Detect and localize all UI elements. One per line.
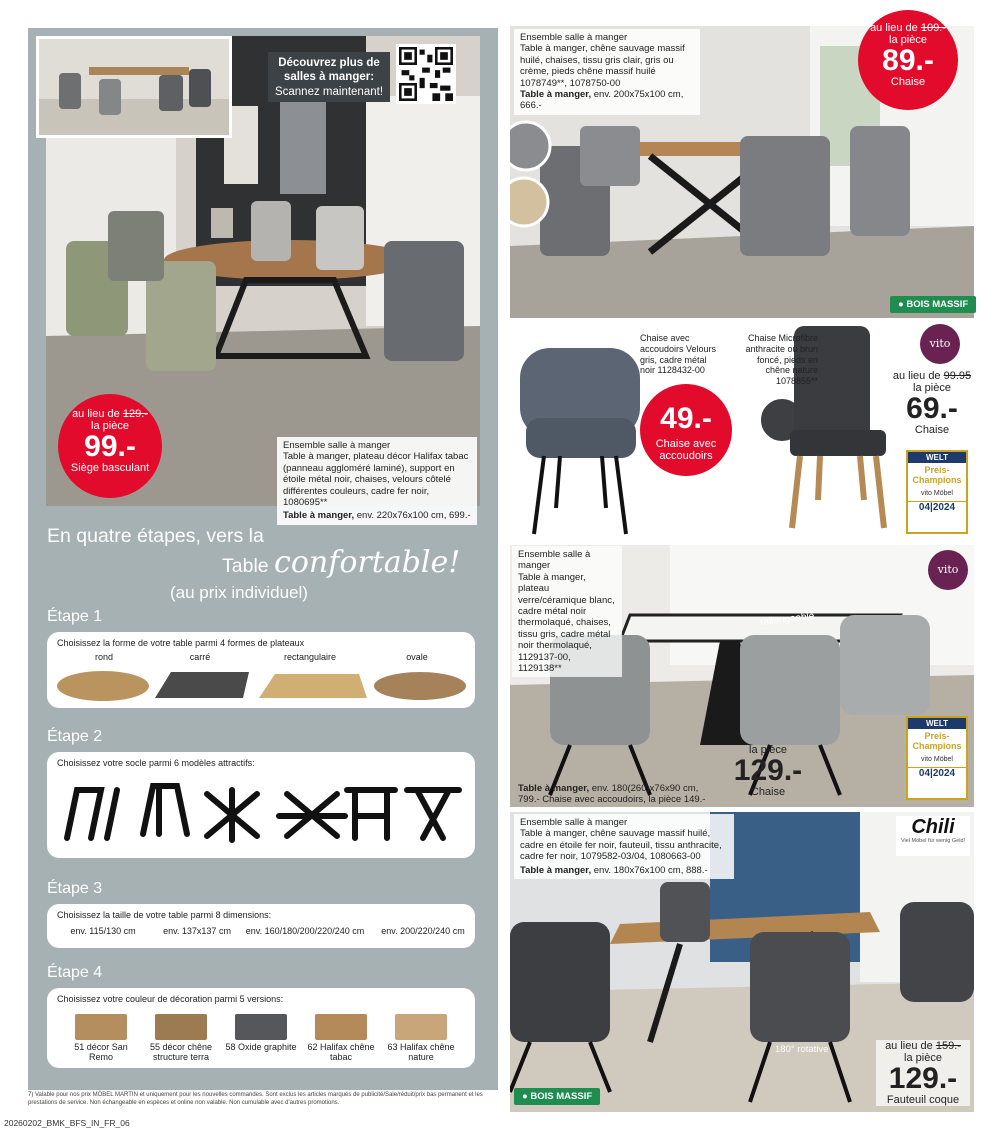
unit-label: la pièce [91,420,129,432]
offer1-caption-text: Table à manger, chêne sauvage massif huilé, chaises, tissu gris clair, gris ou crème, pieds chêne massif huilé 1078749**, 1078750-00 [520,43,685,89]
offer2-price-circle [640,384,732,476]
step2-card [47,752,475,858]
welt-date: 04|2024 [908,501,966,513]
offer4-bold: Table à manger, [518,783,590,794]
offer2-price: 49.- [660,402,712,435]
qr-promo-subtitle: Scannez maintenant! [274,85,384,98]
offer4-extension-label: rallongeable [759,610,815,629]
swatch-san-remo[interactable] [75,1014,127,1040]
offer1-was-prefix: au lieu de [870,22,918,34]
offer5-label: Fauteuil coque [886,1094,960,1106]
offer4-caption [512,546,622,677]
shape-square-label: carré [189,652,211,662]
size-option-1: env. 115/130 cm [70,926,136,936]
offer4-details [512,780,732,809]
offer1-caption [514,29,700,115]
offer5-caption [514,814,734,879]
qr-promo [268,44,462,110]
caption-bold: Table à manger, [283,510,355,522]
main-caption [277,437,477,525]
size-option-3: env. 160/180/200/220/240 cm [245,926,365,936]
price: 99.- [84,430,136,463]
offer5-price: 129.- [888,1062,958,1095]
offer3-price: 69.- [906,392,958,425]
offer4-line2: 799.- Chaise avec accoudoirs, la pièce 149.- [518,794,706,806]
shape-oval-label: ovale [406,652,428,662]
offer1-unit: la pièce [889,34,927,46]
offer3-unit: la pièce [913,382,951,394]
table-shapes-icon [47,662,475,706]
shape-round-label: rond [94,652,113,662]
thumbnail-photo [36,36,232,138]
swatch-halifax-nature[interactable] [395,1014,447,1040]
footnote: 7) Valable pour nos prix MÖBEL MARTIN et uniquement pour les nouvelles commandes. Sont exclus les articles marqués de publicité/Sale/réduit/prix bas permanent et les prestations de service. Non échangeable en espèces et online non valable. Non cumulable avec d'autres promotions. [28,1092,483,1106]
offer1-was: 109.- [920,22,946,34]
swatch-label-4: 62 Halifax chêne tabac [307,1042,375,1063]
size-option-4: env. 200/220/240 cm [381,926,465,936]
swatch-chene-terra[interactable] [155,1014,207,1040]
swatch-halifax-tabac[interactable] [315,1014,367,1040]
step4-card [47,988,475,1068]
step4-text: Choisissez votre couleur de décoration parmi 5 versions: [57,994,284,1004]
offer2-text: Chaise avec accoudoirs Velours gris, cadre métal noir 1128432-00 [640,333,717,376]
armchair-photo [510,338,650,538]
welt-badge-2 [906,716,968,800]
main-price-circle [58,394,162,498]
size-option-2: env. 137x137 cm [163,926,231,936]
offer5-caption-text: Table à manger, chêne sauvage massif huilé, cadre en étoile fer noir, fauteuil, tissu anthracite, cadre fer noir, 1079582-03/04, 1080663-00 [520,828,722,863]
step1-card [47,632,475,708]
swatch-label-5: 63 Halifax chêne nature [387,1042,455,1063]
offer1-bold: Table à manger, [520,88,592,100]
offer5-badge-text: BOIS MASSIF [530,1091,593,1102]
swatch-label-1: 51 décor San Remo [74,1042,128,1063]
offer5-bold: Table à manger, [520,864,592,876]
step2-text: Choisissez votre socle parmi 6 modèles attractifs: [57,758,255,768]
caption-title: Ensemble salle à manger [283,440,391,451]
qr-promo-title: Découvrez plus de salles à manger: [278,57,380,84]
welt-sub: vito Möbel [921,489,953,497]
offer5-was: 159.- [935,1040,961,1052]
offer3-price-block [890,370,974,436]
step2-title: Étape 2 [47,728,103,745]
offer2-label: Chaise avec accoudoirs [655,438,717,462]
offer4-price: 129.- [733,754,803,787]
offer5-caption-title: Ensemble salle à manger [520,817,628,828]
offer4-caption-title: Ensemble salle à manger [518,549,591,572]
vito-logo: vito [920,324,960,364]
step3-card [47,904,475,948]
welt-title: Preis-Champions [912,465,962,485]
offer3-was-prefix: au lieu de [892,370,941,382]
heading-line2 [222,544,462,582]
chili-logo [896,816,970,856]
offer1-badge-text: BOIS MASSIF [906,299,969,310]
offer5-bois-massif-badge [514,1088,600,1105]
heading-script: confortable! [274,545,461,580]
offer3-text: Chaise Microfibre anthracite ou brun foncé, pieds en chêne nature 1078855** [745,333,818,387]
offer1-bois-massif-badge [890,296,976,313]
qr-promo-text [268,52,390,102]
welt-title-2: Preis-Champions [912,731,962,751]
chili-brand: Chili [911,816,955,838]
welt-badge-1 [906,450,968,534]
swatch-label-3: 58 Oxide graphite [225,1042,297,1052]
offer4-label: Chaise [750,786,786,798]
leaf-icon: ● [898,299,907,310]
was-prefix: au lieu de [72,408,120,420]
step1-text: Choisissez la forme de votre table parmi 4 formes de plateaux [57,638,305,648]
step4-title: Étape 4 [47,964,103,981]
offer5-was-prefix: au lieu de [885,1040,933,1052]
welt-brand-2: WELT [908,718,966,729]
offer1-caption-title: Ensemble salle à manger [520,32,628,43]
offer5-price-block [876,1040,970,1106]
heading-table: Table [222,555,269,577]
shape-rect-label: rectangulaire [283,652,337,662]
step3-text: Choisissez la taille de votre table parmi 8 dimensions: [57,910,272,920]
offer1-rest: env. 200x75x100 cm, 666.- [520,88,684,112]
caption-text: Table à manger, plateau décor Halifax tabac (panneau aggloméré laminé), support en étoile métal noir, chaises, velours côtelé différentes couleurs, cadre fer noir, 1080695** [283,451,469,508]
heading-line1: En quatre étapes, vers la [47,525,264,547]
welt-sub-2: vito Möbel [921,755,953,763]
qr-code-icon[interactable] [396,44,456,104]
offer4-price-block [726,744,810,798]
bases-icon [47,776,475,856]
chili-sub: Viel Möbel für wenig Geld! [900,838,966,844]
swatch-label-2: 55 décor chêne structure terra [149,1042,213,1063]
offer1-label: Chaise [890,76,926,88]
offer4-rest: env. 180(260)x76x90 cm, [589,783,699,794]
step3-title: Étape 3 [47,880,103,897]
offer1-price-circle [858,10,958,110]
heading-line3: (au prix individuel) [170,583,308,602]
offer1-price: 89.- [882,44,934,77]
offer4-unit: la pièce [749,744,787,756]
vito-logo-2: vito [928,550,968,590]
offer5-unit: la pièce [904,1052,942,1064]
offer3-label: Chaise [914,424,950,436]
swatch-oxide-graphite[interactable] [235,1014,287,1040]
offer4-caption-text: Table à manger, plateau verre/céramique blanc, cadre métal noir thermolaqué, chaises, tissu gris, cadre métal noir thermolaqué, 1129137-00, 1129138** [518,571,615,674]
price-label: Siège basculant [70,462,150,474]
step1-title: Étape 1 [47,608,103,625]
offer5-rest: env. 180x76x100 cm, 888.- [591,864,708,876]
page-code: 20260202_BMK_BFS_IN_FR_06 [4,1118,130,1128]
was-price: 129.- [122,408,148,420]
welt-brand: WELT [908,452,966,463]
offer3-was: 99.95 [943,370,972,382]
caption-rest: env. 220x76x100 cm, 699.- [354,510,471,522]
welt-date-2: 04|2024 [908,767,966,779]
rotate-label: 180° rotative [775,1044,829,1055]
leaf-icon-2: ● [522,1091,531,1102]
